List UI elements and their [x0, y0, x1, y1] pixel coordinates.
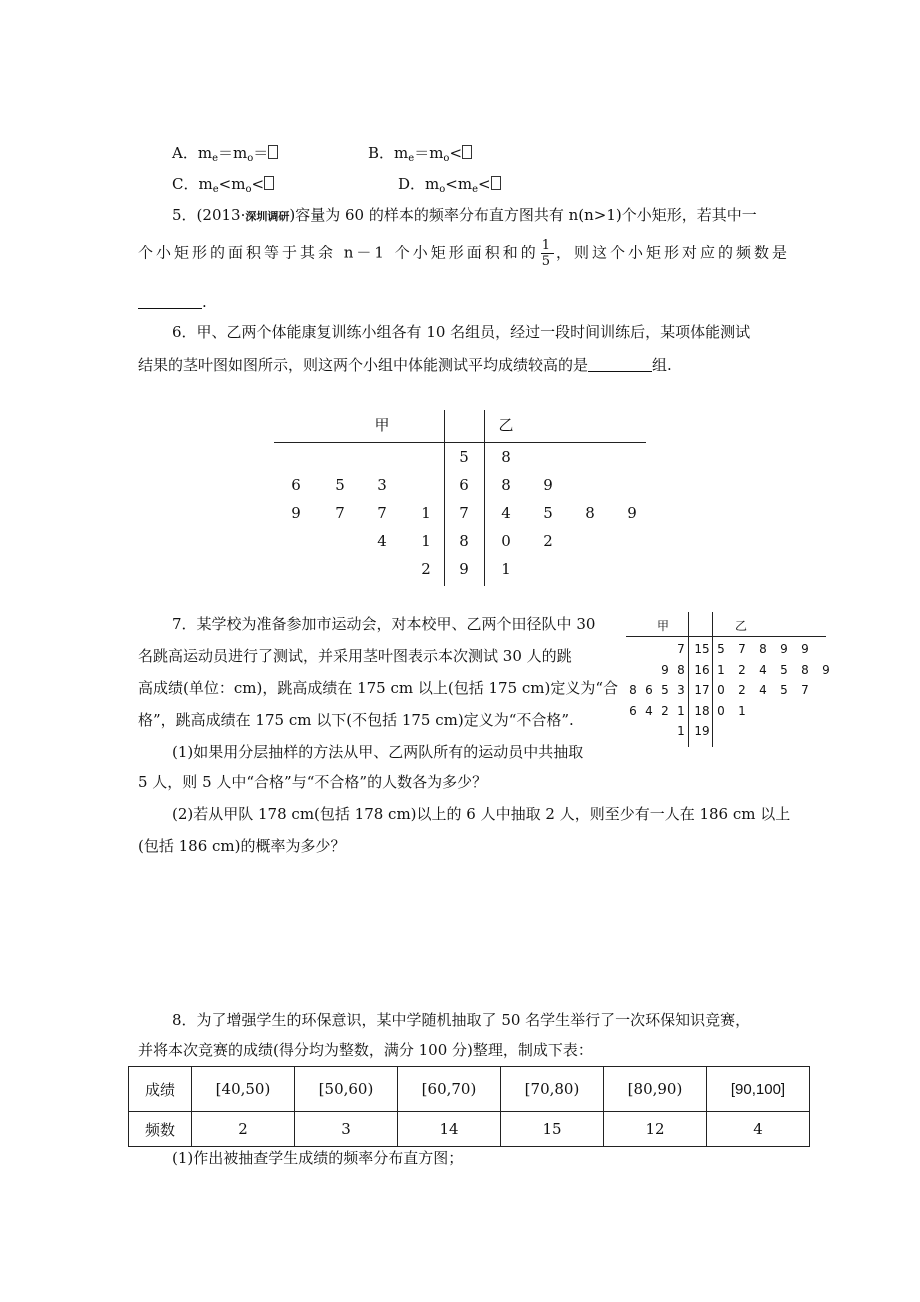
q5-line1: 5．(2013·深圳调研)容量为 60 的样本的频率分布直方图共有 n(n>1)个小矩形，若其中一 [172, 206, 757, 224]
leaf-right: 7 [801, 683, 809, 697]
divider-right [712, 612, 713, 747]
leaf-left: 1 [421, 504, 431, 522]
x-bar-symbol [268, 145, 278, 159]
stem: 16 [694, 662, 710, 677]
q7-part1-line1: (1)如果用分层抽样的方法从甲、乙两队所有的运动员中共抽取 [172, 743, 584, 761]
q7-part1-line2: 5 人，则 5 人中“合格”与“不合格”的人数各为多少？ [138, 773, 488, 791]
leaf-right: 2 [738, 683, 746, 697]
leaf-left: 1 [677, 724, 685, 738]
table-cell: [70,80) [501, 1067, 604, 1112]
q7-line4: 格”，跳高成绩在 175 cm 以下(不包括 175 cm)定义为“不合格”. [138, 711, 574, 729]
leaf-right: 2 [543, 532, 553, 550]
leaf-right: 4 [759, 683, 767, 697]
right-header: 乙 [498, 416, 514, 434]
leaf-right: 9 [780, 642, 788, 656]
option-b: B．$m_e=m_o<$ [368, 142, 472, 164]
q7-line3: 高成绩(单位：cm)，跳高成绩在 175 cm 以上(包括 175 cm)定义为“合 [138, 679, 619, 697]
q7-line2: 名跳高运动员进行了测试，并采用茎叶图表示本次测试 30 人的跳 [138, 647, 572, 665]
leaf-right: 9 [822, 662, 830, 677]
leaf-left: 8 [677, 662, 685, 677]
q7-line1: 7．某学校为准备参加市运动会，对本校甲、乙两个田径队中 30 [172, 615, 596, 633]
x-bar-symbol [491, 176, 501, 190]
stem: 9 [459, 560, 469, 578]
leaf-right: 0 [717, 703, 725, 718]
q6-line2: 结果的茎叶图如图所示，则这两个小组中体能测试平均成绩较高的是 组. [138, 356, 672, 374]
leaf-left: 8 [629, 683, 637, 697]
q7-part2-line1: (2)若从甲队 178 cm(包括 178 cm)以上的 6 人中抽取 2 人，则至少有一人在 186 cm 以上 [172, 805, 791, 823]
leaf-right: 2 [738, 662, 746, 677]
stem: 8 [459, 532, 469, 550]
table-cell: 12 [604, 1112, 707, 1147]
row-header-score: 成绩 [129, 1067, 192, 1112]
answer-blank [588, 357, 652, 372]
leaf-right: 5 [780, 683, 788, 697]
stem: 6 [459, 476, 469, 494]
table-cell: [60,70) [398, 1067, 501, 1112]
leaf-right: 9 [543, 476, 553, 494]
q8-line1: 8．为了增强学生的环保意识，某中学随机抽取了 50 名学生举行了一次环保知识竞赛， [172, 1011, 751, 1029]
table-cell: 4 [707, 1112, 810, 1147]
leaf-left: 6 [645, 683, 653, 697]
table-row [129, 1067, 810, 1112]
table-cell: 15 [501, 1112, 604, 1147]
leaf-right: 1 [738, 703, 746, 718]
leaf-right: 4 [759, 662, 767, 677]
leaf-left: 1 [677, 703, 685, 718]
table-cell: 2 [192, 1112, 295, 1147]
leaf-right: 7 [738, 642, 746, 656]
header-rule [274, 442, 646, 443]
x-bar-symbol [264, 176, 274, 190]
leaf-left: 4 [645, 703, 653, 718]
stem: 7 [459, 504, 469, 522]
leaf-left: 7 [677, 642, 685, 656]
leaf-right: 1 [501, 560, 511, 578]
table-cell: [50,60) [295, 1067, 398, 1112]
score-frequency-table [128, 1066, 810, 1147]
stem: 19 [694, 724, 710, 738]
right-header: 乙 [734, 619, 747, 633]
leaf-right: 5 [717, 642, 725, 656]
leaf-right: 8 [501, 476, 511, 494]
leaf-right: 9 [801, 642, 809, 656]
table-cell: 3 [295, 1112, 398, 1147]
table-cell: [90,100] [707, 1067, 810, 1112]
option-d: D．$m_o<m_e<$ [398, 173, 501, 195]
leaf-left: 9 [291, 504, 301, 522]
leaf-left: 9 [661, 662, 669, 677]
q8-line2: 并将本次竞赛的成绩(得分均为整数，满分 100 分)整理，制成下表： [138, 1041, 593, 1059]
left-header: 甲 [656, 619, 669, 633]
stem: 15 [694, 642, 710, 656]
stem: 17 [694, 683, 710, 697]
leaf-right: 8 [801, 662, 809, 677]
table-cell: [40,50) [192, 1067, 295, 1112]
leaf-right: 9 [627, 504, 637, 522]
stem-leaf-plot-2 [626, 612, 830, 747]
stem-leaf-plot-1 [274, 410, 646, 586]
stem: 5 [459, 448, 469, 466]
table-cell: 14 [398, 1112, 501, 1147]
q8-part1: (1)作出被抽查学生成绩的频率分布直方图； [172, 1149, 464, 1167]
q7-part2-line2: (包括 186 cm)的概率为多少？ [138, 837, 346, 855]
leaf-right: 8 [585, 504, 595, 522]
leaf-right: 1 [717, 662, 725, 677]
divider-left [444, 410, 445, 586]
leaf-left: 6 [629, 703, 637, 718]
q6-line1: 6．甲、乙两个体能康复训练小组各有 10 名组员，经过一段时间训练后，某项体能测试 [172, 323, 751, 341]
leaf-left: 2 [661, 703, 669, 718]
leaf-right: 4 [501, 504, 511, 522]
leaf-left: 2 [421, 560, 431, 578]
fraction-one-fifth: $\frac{1}{5}$ [541, 238, 554, 269]
leaf-left: 4 [377, 532, 387, 550]
table-row [129, 1112, 810, 1147]
left-header: 甲 [374, 416, 390, 434]
leaf-left: 5 [661, 683, 669, 697]
leaf-left: 1 [421, 532, 431, 550]
leaf-left: 7 [335, 504, 345, 522]
leaf-left: 6 [291, 476, 301, 494]
header-rule [626, 636, 826, 637]
leaf-left: 7 [377, 504, 387, 522]
leaf-right: 0 [501, 532, 511, 550]
leaf-right: 8 [759, 642, 767, 656]
divider-left [688, 612, 689, 747]
option-c: C．$m_e<m_o<$ [172, 173, 274, 195]
option-a: A．$m_e=m_o=$ [172, 142, 278, 164]
table-cell: [80,90) [604, 1067, 707, 1112]
leaf-right: 8 [501, 448, 511, 466]
q5-line3: . [138, 292, 207, 312]
leaf-right: 0 [717, 683, 725, 697]
leaf-right: 5 [543, 504, 553, 522]
leaf-left: 3 [677, 683, 685, 697]
row-header-frequency: 频数 [129, 1112, 192, 1147]
answer-blank [138, 294, 202, 309]
q5-line2: 个小矩形的面积等于其余 n－1 个小矩形面积和的 $\frac{1}{5}$ ，则这个小矩形对应的频数是 [138, 238, 791, 269]
leaf-left: 5 [335, 476, 345, 494]
x-bar-symbol [462, 145, 472, 159]
stem: 18 [694, 703, 710, 718]
leaf-left: 3 [377, 476, 387, 494]
divider-right [484, 410, 485, 586]
leaf-right: 5 [780, 662, 788, 677]
